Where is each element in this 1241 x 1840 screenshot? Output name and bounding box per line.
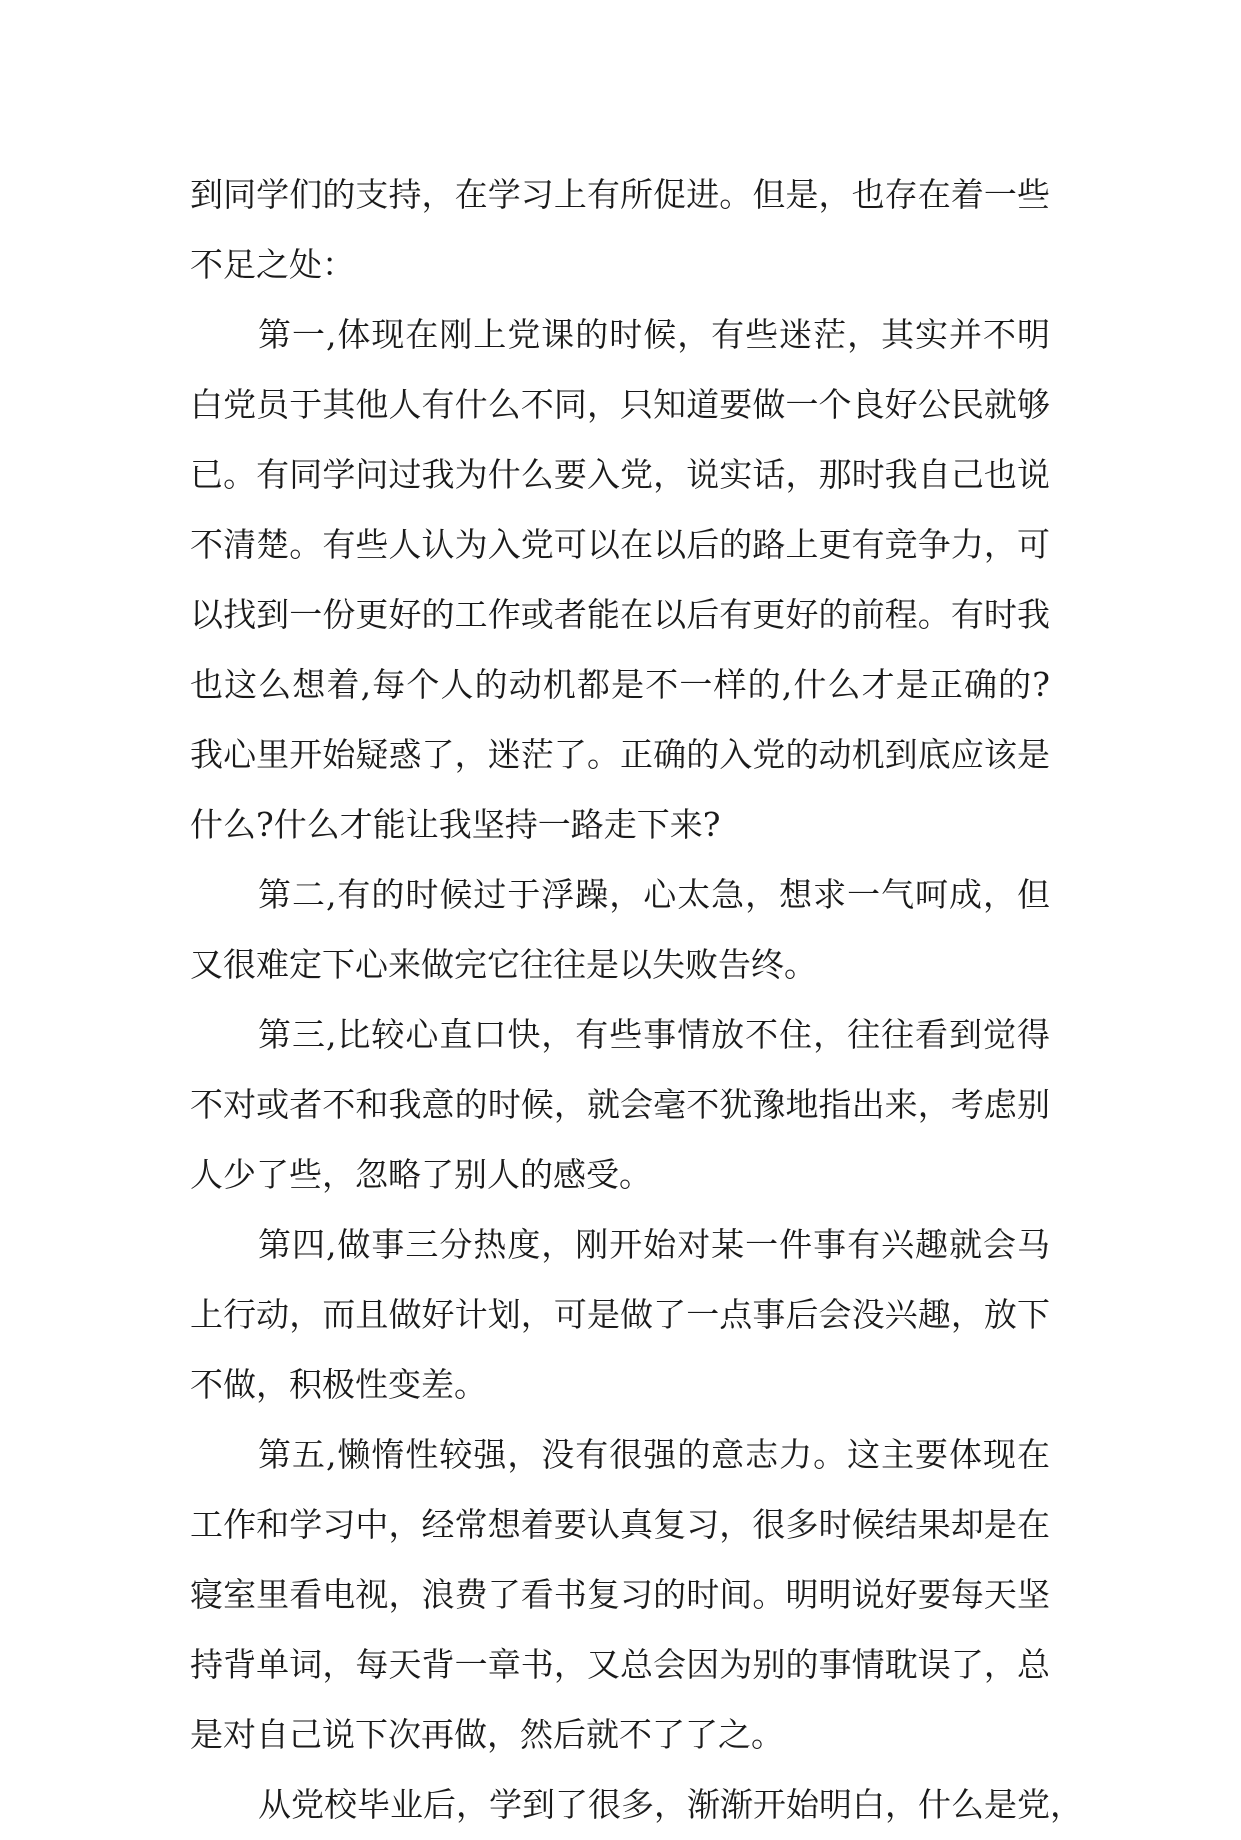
text-line: 第四,做事三分热度，刚开始对某一件事有兴趣就会马: [258, 1225, 1050, 1264]
text-line: 第五,懒惰性较强，没有很强的意志力。这主要体现在: [258, 1435, 1050, 1474]
text-line: 第一,体现在刚上党课的时候，有些迷茫，其实并不明: [258, 315, 1050, 354]
text-line: 以找到一份更好的工作或者能在以后有更好的前程。有时我: [190, 595, 1050, 634]
text-line: 从党校毕业后，学到了很多，渐渐开始明白，什么是党，: [258, 1785, 1083, 1824]
text-line: 持背单词，每天背一章书，又总会因为别的事情耽误了，总: [190, 1645, 1050, 1684]
text-line: 又很难定下心来做完它往往是以失败告终。: [190, 945, 817, 984]
text-line: 白党员于其他人有什么不同，只知道要做一个良好公民就够: [190, 385, 1050, 424]
text-line: 第三,比较心直口快，有些事情放不住，往往看到觉得: [258, 1015, 1050, 1054]
text-line: 不做，积极性变差。: [190, 1365, 487, 1404]
text-line: 我心里开始疑惑了，迷茫了。正确的入党的动机到底应该是: [190, 735, 1050, 774]
text-line: 第二,有的时候过于浮躁，心太急，想求一气呵成，但: [258, 875, 1050, 914]
text-line: 工作和学习中，经常想着要认真复习，很多时候结果却是在: [190, 1505, 1050, 1544]
text-line: 已。有同学问过我为什么要入党，说实话，那时我自己也说: [190, 455, 1050, 494]
text-line: 上行动，而且做好计划，可是做了一点事后会没兴趣，放下: [190, 1295, 1050, 1334]
text-line: 什么?什么才能让我坚持一路走下来?: [190, 805, 721, 844]
text-line: 是对自己说下次再做，然后就不了了之。: [190, 1715, 784, 1754]
text-line: 不足之处：: [190, 245, 355, 284]
document-body: [190, 160, 1083, 1840]
text-line: 也这么想着,每个人的动机都是不一样的,什么才是正确的?: [190, 665, 1050, 704]
text-line: 寝室里看电视，浪费了看书复习的时间。明明说好要每天坚: [190, 1575, 1050, 1614]
text-line: 人少了些，忽略了别人的感受。: [190, 1155, 652, 1194]
text-line: 到同学们的支持，在学习上有所促进。但是，也存在着一些: [190, 175, 1050, 214]
text-line: 不清楚。有些人认为入党可以在以后的路上更有竞争力，可: [190, 525, 1050, 564]
text-line: 不对或者不和我意的时候，就会毫不犹豫地指出来，考虑别: [190, 1085, 1050, 1124]
